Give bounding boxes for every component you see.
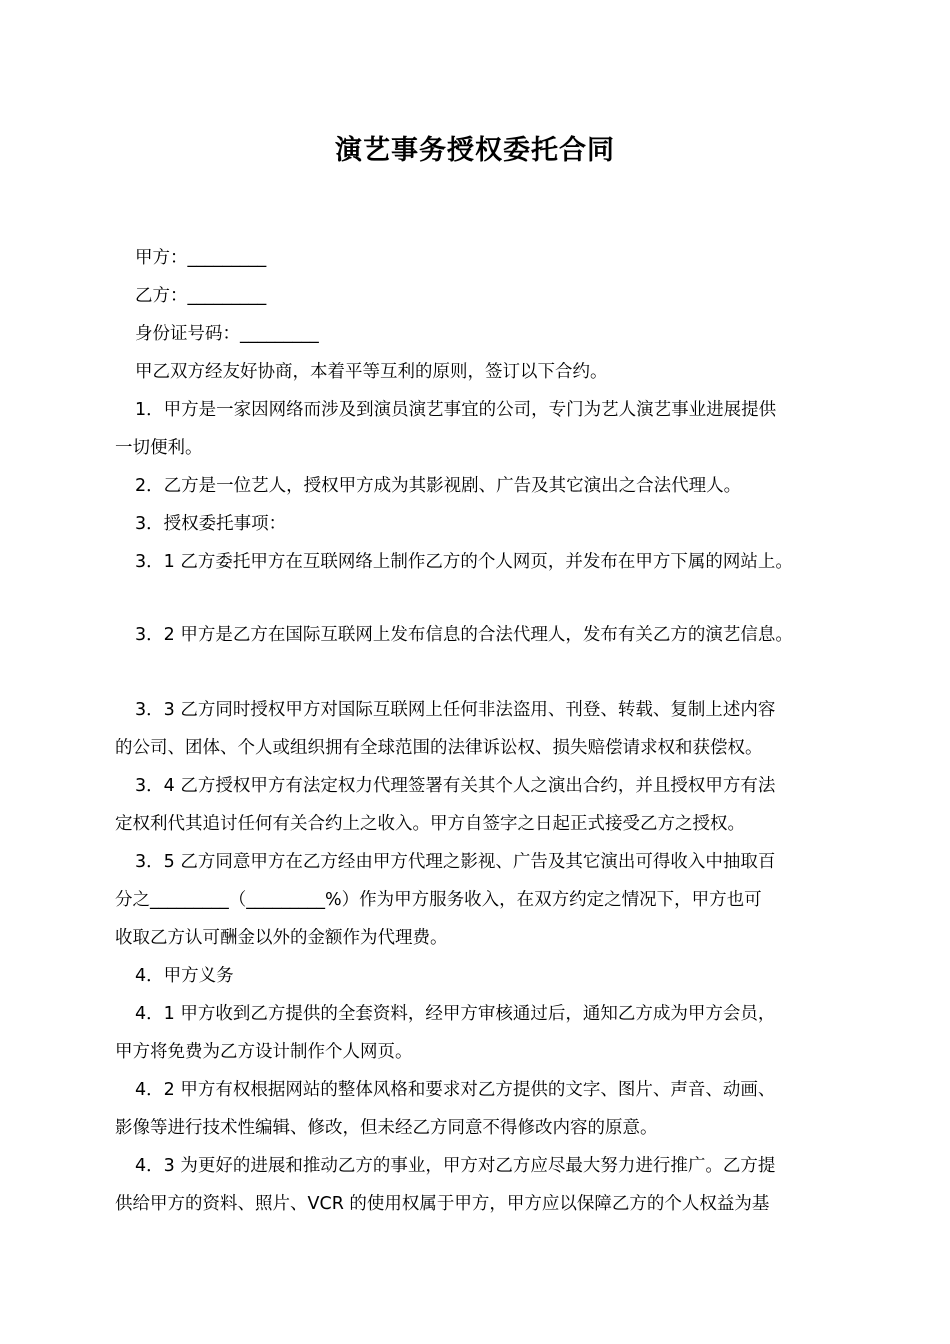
- clause-3-5-line-1: 3．5 乙方同意甲方在乙方经由甲方代理之影视、广告及其它演出可得收入中抽取百: [135, 852, 776, 872]
- document-title: 演艺事务授权委托合同: [335, 135, 615, 166]
- clause-2-line: 2．乙方是一位艺人，授权甲方成为其影视剧、广告及其它演出之合法代理人。: [135, 476, 742, 496]
- id-number-line: 身份证号码：_________: [135, 324, 319, 344]
- party-b-line: 乙方：_________: [135, 286, 267, 306]
- clause-4-3-line-2: 供给甲方的资料、照片、VCR 的使用权属于甲方，甲方应以保障乙方的个人权益为基: [115, 1194, 770, 1214]
- clause-4-2-line-2: 影像等进行技术性编辑、修改，但未经乙方同意不得修改内容的原意。: [115, 1118, 658, 1138]
- clause-3-5-line-3: 收取乙方认可酬金以外的金额作为代理费。: [115, 928, 448, 948]
- clause-4-1-line-1: 4．1 甲方收到乙方提供的全套资料，经甲方审核通过后，通知乙方成为甲方会员，: [135, 1004, 776, 1024]
- clause-3-2-line: 3．2 甲方是乙方在国际互联网上发布信息的合法代理人，发布有关乙方的演艺信息。: [135, 625, 793, 645]
- clause-3-3-line-2: 的公司、团体、个人或组织拥有全球范围的法律诉讼权、损失赔偿请求权和获偿权。: [115, 738, 763, 758]
- clause-3-4-line-2: 定权利代其追讨任何有关合约上之收入。甲方自签字之日起正式接受乙方之授权。: [115, 814, 745, 834]
- clause-3-heading: 3．授权委托事项：: [135, 514, 287, 534]
- preamble-paragraph: 甲乙双方经友好协商，本着平等互利的原则，签订以下合约。: [135, 362, 608, 382]
- clause-4-heading: 4．甲方义务: [135, 966, 234, 986]
- clause-3-4-line-1: 3．4 乙方授权甲方有法定权力代理签署有关其个人之演出合约，并且授权甲方有法: [135, 776, 776, 796]
- clause-1-line-2: 一切便利。: [115, 438, 203, 458]
- clause-3-3-line-1: 3．3 乙方同时授权甲方对国际互联网上任何非法盗用、刊登、转载、复制上述内容: [135, 700, 776, 720]
- clause-4-2-line-1: 4．2 甲方有权根据网站的整体风格和要求对乙方提供的文字、图片、声音、动画、: [135, 1080, 776, 1100]
- clause-4-3-line-1: 4．3 为更好的进展和推动乙方的事业，甲方对乙方应尽最大努力进行推广。乙方提: [135, 1156, 776, 1176]
- clause-1-line-1: 1．甲方是一家因网络而涉及到演员演艺事宜的公司，专门为艺人演艺事业进展提供: [135, 400, 777, 420]
- clause-3-1-line: 3．1 乙方委托甲方在互联网络上制作乙方的个人网页，并发布在甲方下属的网站上。: [135, 552, 793, 572]
- clause-4-1-line-2: 甲方将免费为乙方设计制作个人网页。: [115, 1042, 413, 1062]
- clause-3-5-line-2: 分之_________（_________%）作为甲方服务收入，在双方约定之情况下，甲方也可: [115, 890, 762, 910]
- party-a-line: 甲方：_________: [135, 248, 267, 268]
